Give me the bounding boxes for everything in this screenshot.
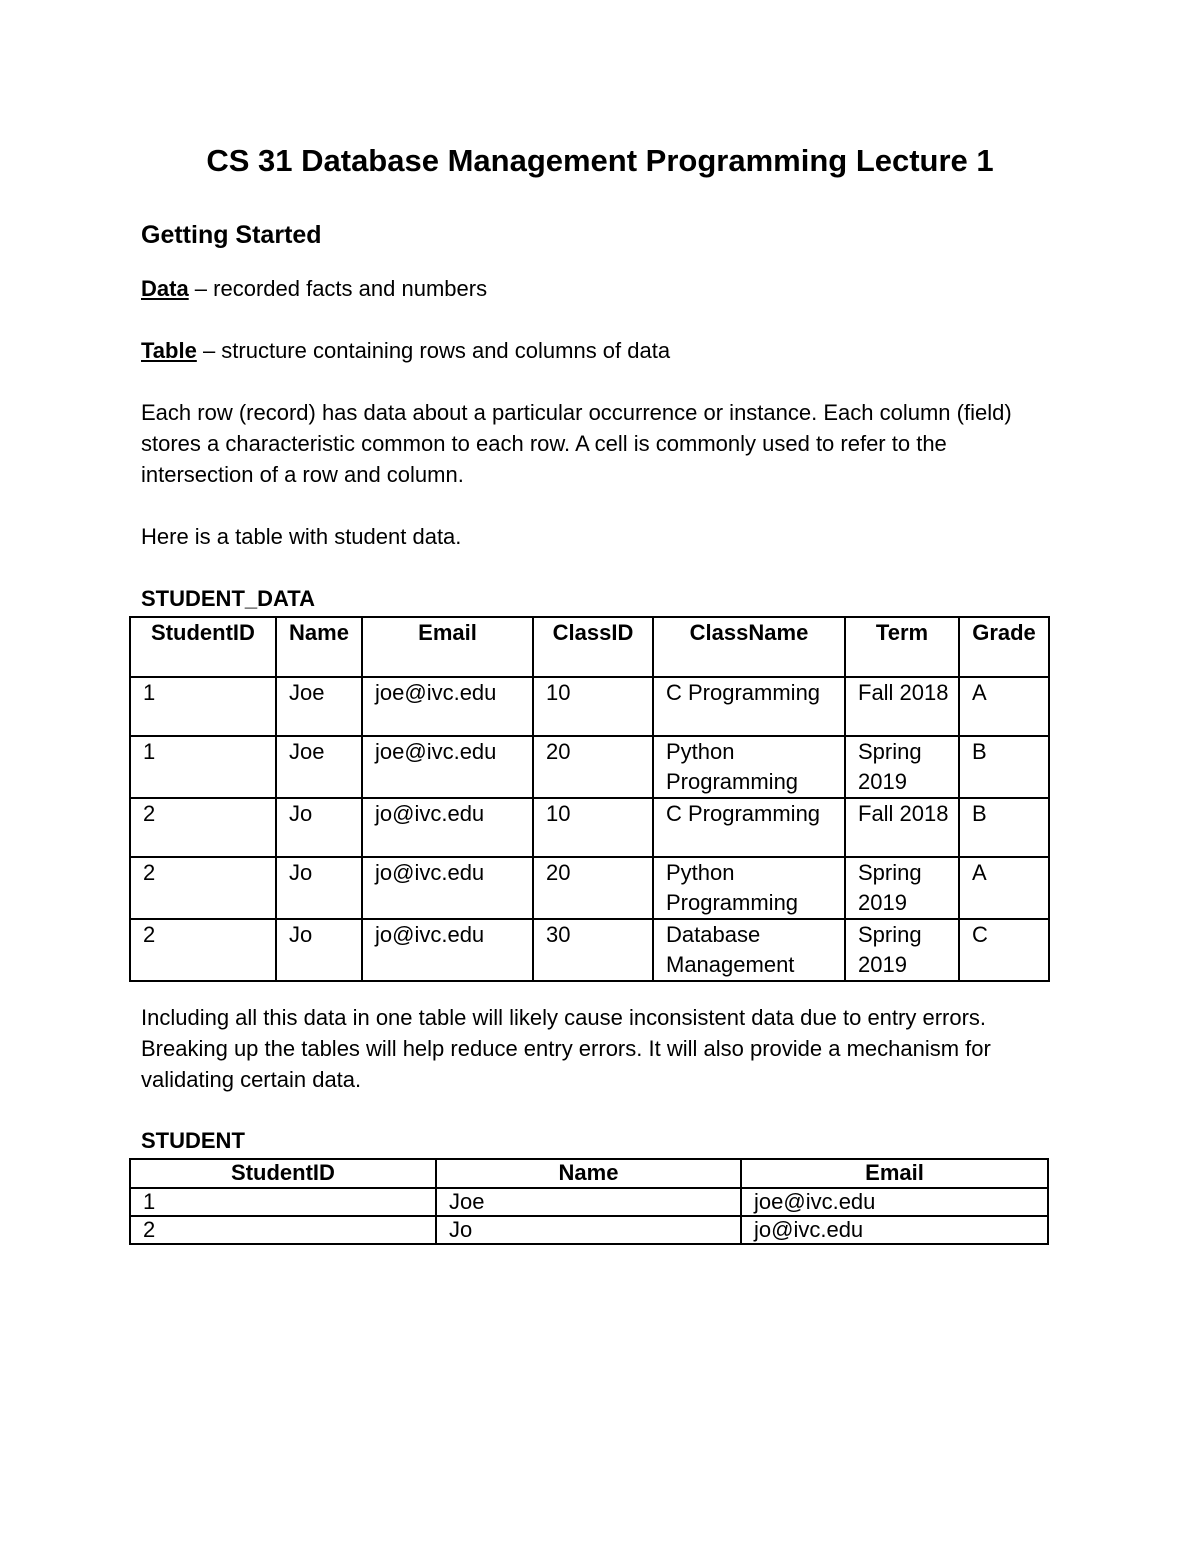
table-cell: C Programming xyxy=(653,798,845,857)
column-header: Email xyxy=(741,1159,1048,1188)
table-cell: Fall 2018 xyxy=(845,677,959,736)
table-cell: jo@ivc.edu xyxy=(362,919,533,981)
table-cell: Spring 2019 xyxy=(845,919,959,981)
table-cell: 10 xyxy=(533,798,653,857)
column-header: ClassID xyxy=(533,617,653,677)
table-cell: Python Programming xyxy=(653,736,845,798)
table-cell: joe@ivc.edu xyxy=(741,1188,1048,1216)
table-cell: Jo xyxy=(276,857,362,919)
definition-term: Table xyxy=(141,338,197,363)
table-cell: 30 xyxy=(533,919,653,981)
column-header: Grade xyxy=(959,617,1049,677)
table-cell: 1 xyxy=(130,736,276,798)
table-row xyxy=(130,1188,1048,1216)
document-title: CS 31 Database Management Programming Lecture 1 xyxy=(206,143,994,178)
column-header: Term xyxy=(845,617,959,677)
student-table-label: STUDENT xyxy=(141,1128,245,1153)
table-cell: jo@ivc.edu xyxy=(362,857,533,919)
paragraph-breaking-up: Including all this data in one table will likely cause inconsistent data due to entry errors. Breaking up the tables will help reduce entry errors. It will also provide a mechanism for validating certain data. xyxy=(141,1005,991,1092)
table-cell: Joe xyxy=(276,677,362,736)
table-cell: C xyxy=(959,919,1049,981)
definition-text: – recorded facts and numbers xyxy=(188,276,488,301)
column-header: Name xyxy=(436,1159,741,1188)
table-cell: Joe xyxy=(436,1188,741,1216)
column-header: Email xyxy=(362,617,533,677)
column-header: Name xyxy=(276,617,362,677)
table-cell: C Programming xyxy=(653,677,845,736)
table-cell: 20 xyxy=(533,736,653,798)
table-cell: A xyxy=(959,677,1049,736)
table-row xyxy=(130,736,1049,798)
table-cell: Spring 2019 xyxy=(845,857,959,919)
table-header-row xyxy=(130,1159,1048,1188)
table-cell: Jo xyxy=(276,798,362,857)
table-cell: joe@ivc.edu xyxy=(362,677,533,736)
definition-term: Data xyxy=(141,276,189,301)
table-cell: 2 xyxy=(130,1216,436,1244)
table-cell: Database Management xyxy=(653,919,845,981)
paragraph-row-column: Each row (record) has data about a particular occurrence or instance. Each column (field) stores a characteristic common to each row. A cell is commonly used to refer to the intersection of a row and column. xyxy=(141,400,1012,487)
column-header: StudentID xyxy=(130,617,276,677)
table-cell: B xyxy=(959,798,1049,857)
table-cell: 1 xyxy=(130,1188,436,1216)
table-row xyxy=(130,798,1049,857)
table-cell: 10 xyxy=(533,677,653,736)
table-cell: Jo xyxy=(276,919,362,981)
paragraph-intro-table: Here is a table with student data. xyxy=(141,524,462,549)
table-row xyxy=(130,1216,1048,1244)
table-cell: joe@ivc.edu xyxy=(362,736,533,798)
table-cell: Fall 2018 xyxy=(845,798,959,857)
table-row xyxy=(130,677,1049,736)
table-cell: B xyxy=(959,736,1049,798)
table-cell: 2 xyxy=(130,919,276,981)
definition-table xyxy=(141,335,1061,366)
definition-text: – structure containing rows and columns of data xyxy=(196,338,671,363)
table-row xyxy=(130,857,1049,919)
table-cell: jo@ivc.edu xyxy=(362,798,533,857)
student-data-table xyxy=(129,616,1050,982)
student-table xyxy=(129,1158,1049,1245)
definition-data xyxy=(141,273,1061,304)
section-heading: Getting Started xyxy=(141,221,322,249)
table-cell: A xyxy=(959,857,1049,919)
student-data-table-label: STUDENT_DATA xyxy=(141,586,315,611)
table-cell: Jo xyxy=(436,1216,741,1244)
table-cell: Joe xyxy=(276,736,362,798)
table-cell: Spring 2019 xyxy=(845,736,959,798)
table-cell: 1 xyxy=(130,677,276,736)
table-cell: 20 xyxy=(533,857,653,919)
column-header: StudentID xyxy=(130,1159,436,1188)
table-cell: 2 xyxy=(130,798,276,857)
table-cell: 2 xyxy=(130,857,276,919)
table-row xyxy=(130,919,1049,981)
table-header-row xyxy=(130,617,1049,677)
table-cell: jo@ivc.edu xyxy=(741,1216,1048,1244)
table-cell: Python Programming xyxy=(653,857,845,919)
column-header: ClassName xyxy=(653,617,845,677)
